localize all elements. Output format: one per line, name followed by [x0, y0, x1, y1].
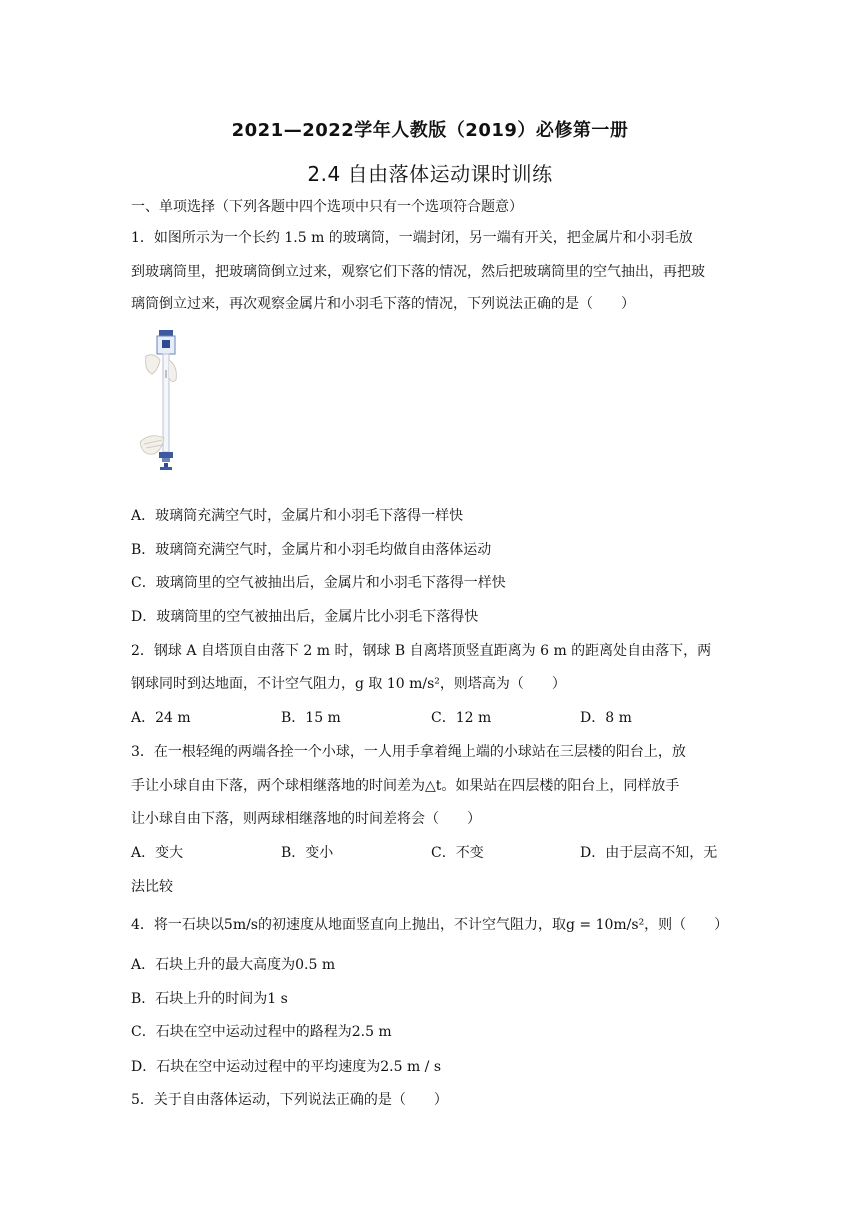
document-subtitle: 2.4 自由落体运动课时训练: [307, 162, 553, 186]
question-1-line-1: 1．如图所示为一个长约 1.5 m 的玻璃筒，一端封闭，另一端有开关，把金属片和小羽毛放: [131, 230, 693, 246]
question-1-line-2: 到玻璃筒里，把玻璃筒倒立过来，观察它们下落的情况，然后把玻璃筒里的空气抽出，再把玻: [131, 264, 705, 280]
question-2-line-2: 钢球同时到达地面，不计空气阻力，g 取 10 m/s²，则塔高为（ ）: [131, 676, 566, 692]
document-title: 2021—2022学年人教版（2019）必修第一册: [231, 120, 629, 141]
question-3-line-1: 3．在一根轻绳的两端各拴一个小球，一人用手拿着绳上端的小球站在三层楼的阳台上，放: [131, 744, 686, 760]
glass-tube-figure: [138, 326, 198, 478]
question-3-option-c: C．不变: [431, 845, 484, 861]
question-2-option-b: B．15 m: [281, 710, 341, 726]
question-1-option-d: D．玻璃筒里的空气被抽出后，金属片比小羽毛下落得快: [131, 609, 479, 625]
question-1-option-b: B．玻璃筒充满空气时，金属片和小羽毛均做自由落体运动: [131, 542, 492, 558]
question-1-option-c: C．玻璃筒里的空气被抽出后，金属片和小羽毛下落得一样快: [131, 575, 506, 591]
question-2-line-1: 2．钢球 A 自塔顶自由落下 2 m 时，钢球 B 自离塔顶竖直距离为 6 m 的距离处自由落下，两: [131, 643, 712, 659]
question-3-option-d-wrap: 法比较: [131, 879, 173, 895]
question-5-line-1: 5．关于自由落体运动，下列说法正确的是（ ）: [131, 1092, 448, 1108]
question-2-option-d: D．8 m: [580, 710, 632, 726]
question-3-option-a: A．变大: [131, 845, 184, 861]
question-2-option-a: A．24 m: [131, 710, 191, 726]
question-3-line-2: 手让小球自由下落，两个球相继落地的时间差为△t。如果站在四层楼的阳台上，同样放手: [131, 778, 680, 794]
question-1-line-3: 璃筒倒立过来，再次观察金属片和小羽毛下落的情况，下列说法正确的是（ ）: [131, 296, 635, 312]
question-2-option-c: C．12 m: [431, 710, 492, 726]
section-heading: 一、单项选择（下列各题中四个选项中只有一个选项符合题意）: [131, 199, 523, 215]
question-4-option-c: C．石块在空中运动过程中的路程为2.5 m: [131, 1024, 392, 1040]
question-4-option-a: A．石块上升的最大高度为0.5 m: [131, 957, 336, 973]
question-3-line-3: 让小球自由下落，则两球相继落地的时间差将会（ ）: [131, 811, 481, 827]
question-4-option-d: D．石块在空中运动过程中的平均速度为2.5 m / s: [131, 1059, 442, 1075]
question-3-option-d: D．由于层高不知，无: [580, 845, 718, 861]
question-4-option-b: B．石块上升的时间为1 s: [131, 991, 288, 1007]
question-1-option-a: A．玻璃筒充满空气时，金属片和小羽毛下落得一样快: [131, 508, 464, 524]
question-3-option-b: B．变小: [281, 845, 334, 861]
question-4-line-1: 4．将一石块以5m/s的初速度从地面竖直向上抛出，不计空气阻力，取g = 10m/s²，则（ ）: [131, 917, 729, 933]
